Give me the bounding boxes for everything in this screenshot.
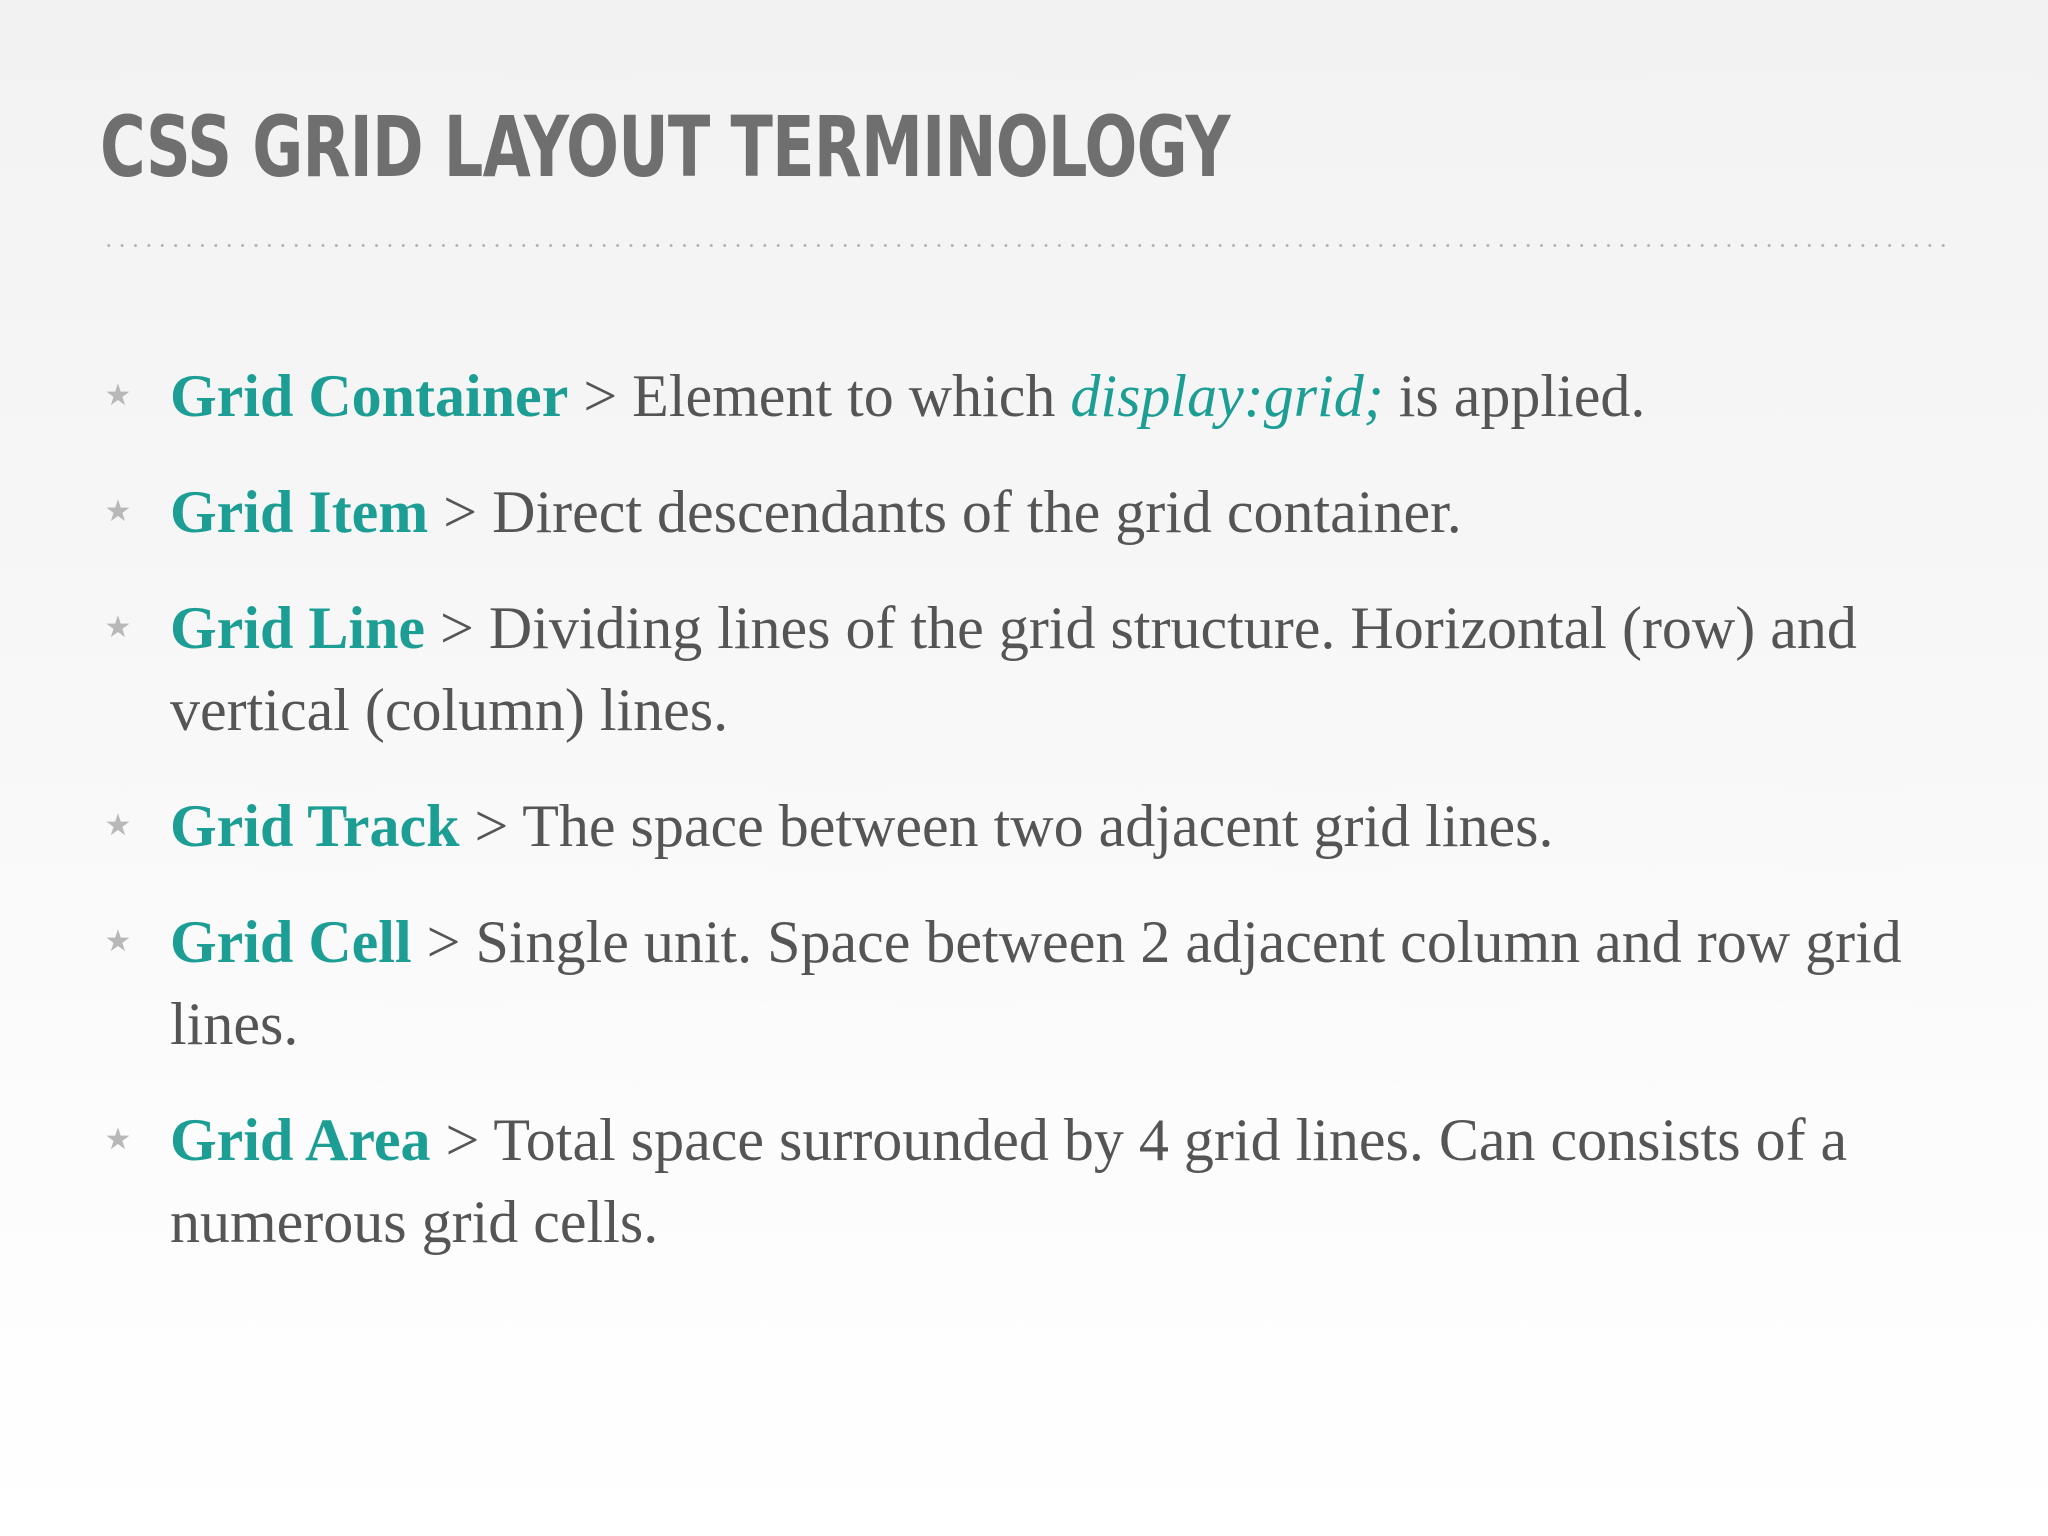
term-definition: Total space surrounded by 4 grid lines. Can consists of a numerous grid cells. [170, 1107, 1848, 1255]
term-definition: Element to which [632, 363, 1056, 429]
star-icon: ★ [104, 924, 132, 959]
term-grid-area [100, 1099, 2000, 1263]
term-definition: Dividing lines of the grid structure. Horizontal (row) and vertical (column) lines. [170, 595, 1857, 743]
term-definition: The space between two adjacent grid lines. [522, 793, 1554, 859]
term-name: Grid Area [170, 1107, 431, 1173]
term-name: Grid Line [170, 595, 426, 661]
star-icon: ★ [104, 494, 132, 529]
term-separator: > [445, 1107, 480, 1173]
star-icon: ★ [104, 808, 132, 843]
term-name: Grid Container [170, 363, 569, 429]
term-name: Grid Item [170, 479, 429, 545]
term-grid-cell [100, 901, 2000, 1065]
term-separator: > [474, 793, 509, 859]
title-divider [102, 244, 1950, 247]
term-definition: Direct descendants of the grid container. [492, 479, 1462, 545]
term-code: display:grid; [1070, 363, 1384, 429]
term-separator: > [583, 363, 618, 429]
term-name: Grid Track [170, 793, 460, 859]
term-grid-line [100, 587, 2000, 751]
star-icon: ★ [104, 1122, 132, 1157]
term-separator: > [443, 479, 478, 545]
star-icon: ★ [104, 610, 132, 645]
term-separator: > [426, 909, 461, 975]
term-definition: Single unit. Space between 2 adjacent column and row grid lines. [170, 909, 1902, 1057]
term-grid-track [100, 785, 2000, 867]
term-grid-item [100, 471, 2000, 553]
term-definition: is applied. [1398, 363, 1646, 429]
term-grid-container [100, 355, 2000, 437]
slide-title: CSS GRID LAYOUT TERMINOLOGY [100, 98, 1230, 196]
term-name: Grid Cell [170, 909, 412, 975]
terminology-list [100, 355, 2000, 1263]
star-icon: ★ [104, 378, 132, 413]
term-separator: > [440, 595, 474, 661]
